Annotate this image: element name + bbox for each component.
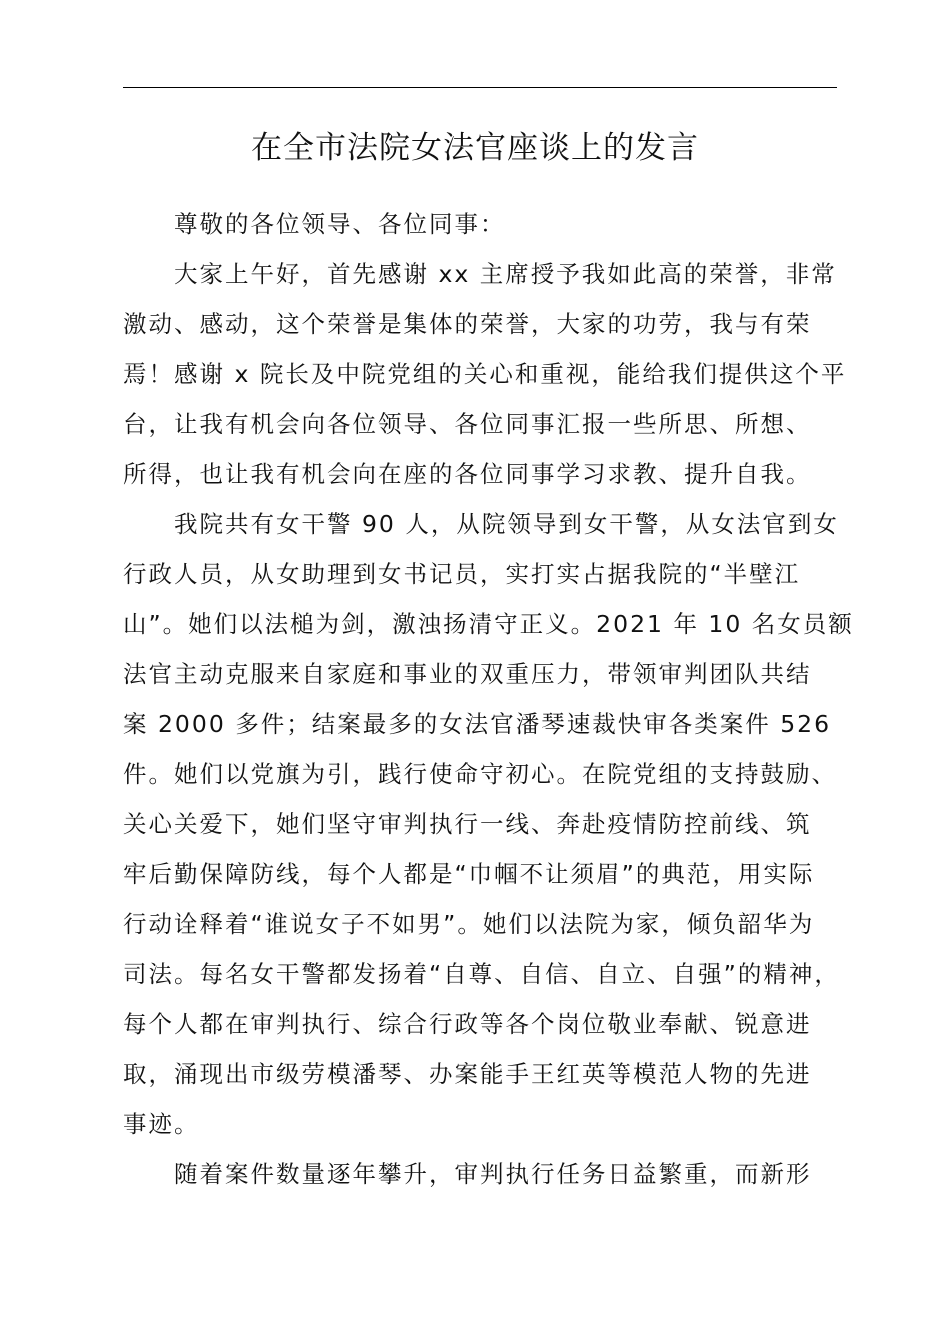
header-rule bbox=[123, 87, 837, 88]
paragraph-line: 我院共有女干警 90 人，从院领导到女干警，从女法官到女 bbox=[174, 510, 839, 538]
paragraph-line: 取，涌现出市级劳模潘琴、办案能手王红英等模范人物的先进 bbox=[123, 1060, 812, 1088]
paragraph-line: 法官主动克服来自家庭和事业的双重压力，带领审判团队共结 bbox=[123, 660, 812, 688]
paragraph-line: 行动诠释着“谁说女子不如男”。她们以法院为家，倾负韶华为 bbox=[123, 910, 815, 938]
paragraph-line: 激动、感动，这个荣誉是集体的荣誉，大家的功劳，我与有荣 bbox=[123, 310, 812, 338]
paragraph-line: 司法。每名女干警都发扬着“自尊、自信、自立、自强”的精神， bbox=[123, 960, 840, 988]
paragraph-line: 焉！感谢 x 院长及中院党组的关心和重视，能给我们提供这个平 bbox=[123, 360, 847, 388]
paragraph-line: 案 2000 多件；结案最多的女法官潘琴速裁快审各类案件 526 bbox=[123, 710, 832, 738]
salutation-line: 尊敬的各位领导、各位同事： bbox=[174, 210, 506, 238]
paragraph-line: 关心关爱下，她们坚守审判执行一线、奔赴疫情防控前线、筑 bbox=[123, 810, 812, 838]
paragraph-line: 山”。她们以法槌为剑，激浊扬清守正义。2021 年 10 名女员额 bbox=[123, 610, 854, 638]
paragraph-line: 件。她们以党旗为引，践行使命守初心。在院党组的支持鼓励、 bbox=[123, 760, 837, 788]
paragraph-line: 牢后勤保障防线，每个人都是“巾帼不让须眉”的典范，用实际 bbox=[123, 860, 815, 888]
paragraph-line: 所得，也让我有机会向在座的各位同事学习求教、提升自我。 bbox=[123, 460, 812, 488]
paragraph-line: 每个人都在审判执行、综合行政等各个岗位敬业奉献、锐意进 bbox=[123, 1010, 812, 1038]
paragraph-line: 随着案件数量逐年攀升，审判执行任务日益繁重，而新形 bbox=[174, 1160, 812, 1188]
paragraph-line: 台，让我有机会向各位领导、各位同事汇报一些所思、所想、 bbox=[123, 410, 812, 438]
paragraph-line: 事迹。 bbox=[123, 1110, 200, 1138]
document-title: 在全市法院女法官座谈上的发言 bbox=[251, 130, 699, 166]
paragraph-line: 大家上午好，首先感谢 xx 主席授予我如此高的荣誉，非常 bbox=[174, 260, 837, 288]
paragraph-line: 行政人员，从女助理到女书记员，实打实占据我院的“半壁江 bbox=[123, 560, 801, 588]
